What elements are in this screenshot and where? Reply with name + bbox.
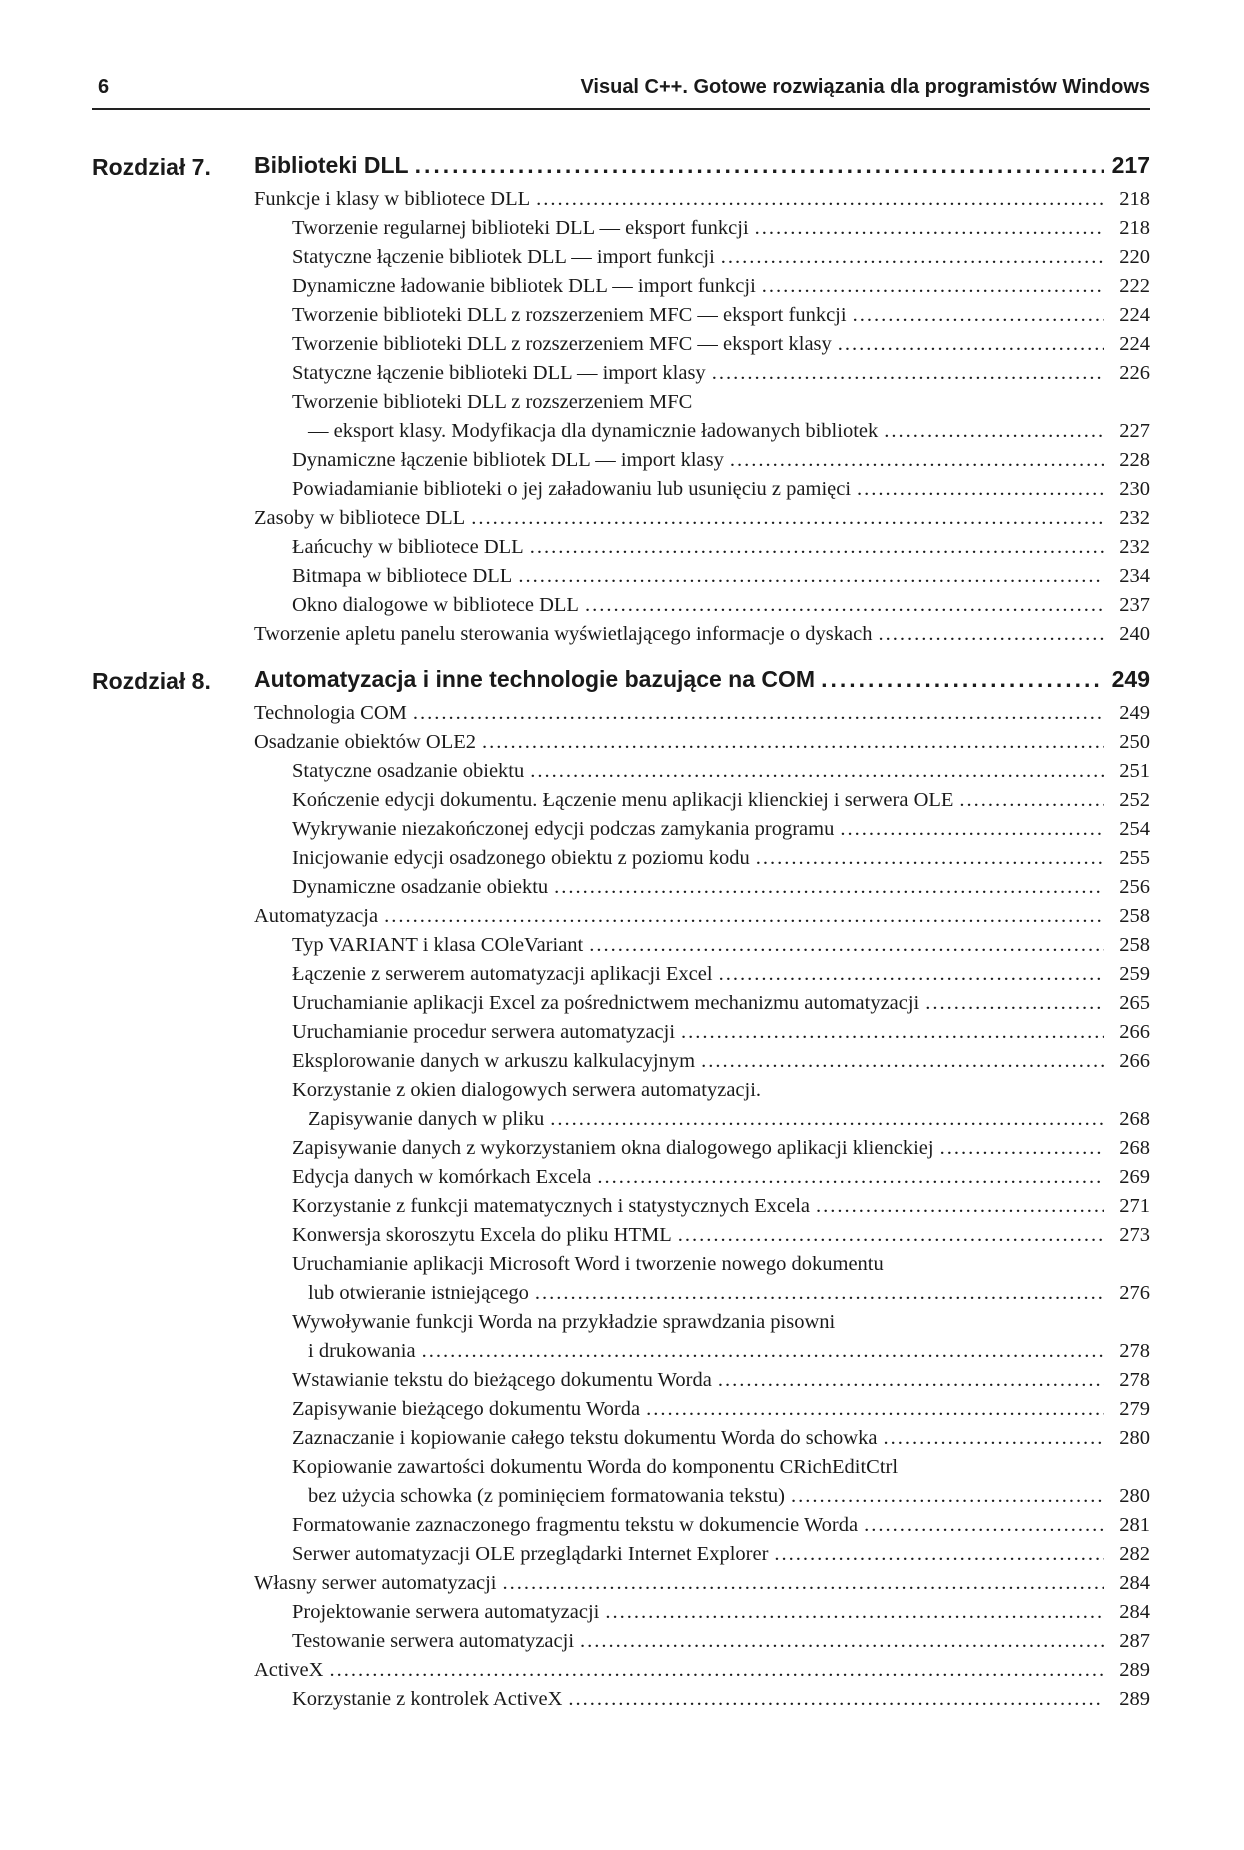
toc-subsection[interactable] [92, 1195, 1150, 1224]
entry-line [292, 1311, 1150, 1340]
entry-title: Zaznaczanie i kopiowanie całego tekstu dokumentu Worda do schowka [292, 1427, 878, 1449]
entry-page-number: 218 [1119, 217, 1150, 239]
entry-title: Bitmapa w bibliotece DLL [292, 565, 513, 587]
dot-leader [471, 507, 1104, 530]
toc-chapter [92, 666, 1150, 1717]
dot-leader [755, 217, 1104, 240]
toc-subsection[interactable] [92, 362, 1150, 391]
dot-leader [701, 1050, 1104, 1073]
toc-subsection[interactable] [92, 1630, 1150, 1659]
dot-leader [821, 666, 1104, 693]
toc-chapter [92, 152, 1150, 652]
toc-subsection[interactable] [92, 246, 1150, 275]
entry-title: Kończenie edycji dokumentu. Łączenie menu aplikacji klienckiej i serwera OLE [292, 789, 954, 811]
entry-title: Własny serwer automatyzacji [254, 1572, 497, 1594]
entry-page-number: 252 [1119, 789, 1150, 811]
dot-leader [530, 536, 1104, 559]
chapter-label: Rozdział 8. [92, 668, 211, 694]
entry-page-number: 224 [1119, 333, 1150, 355]
dot-leader [857, 478, 1104, 501]
toc-subsection[interactable] [92, 536, 1150, 565]
toc-section[interactable] [92, 188, 1150, 217]
dot-leader [415, 152, 1104, 179]
entry-page-number: 259 [1119, 963, 1150, 985]
toc-subsection[interactable] [92, 818, 1150, 847]
dot-leader [568, 1688, 1104, 1711]
entry-page-number: 258 [1119, 934, 1150, 956]
toc-section[interactable] [92, 507, 1150, 536]
entry-title: Zasoby w bibliotece DLL [254, 507, 466, 529]
dot-leader [959, 789, 1104, 812]
toc-subsection[interactable] [92, 391, 1150, 449]
toc-subsection[interactable] [92, 1543, 1150, 1572]
entry-title: Tworzenie apletu panelu sterowania wyświetlającego informacje o dyskach [254, 623, 873, 645]
dot-leader [413, 702, 1104, 725]
dot-leader [840, 818, 1104, 841]
toc-subsection[interactable] [92, 1456, 1150, 1514]
entry-page-number: 282 [1119, 1543, 1150, 1565]
entry-title: Uruchamianie aplikacji Microsoft Word i tworzenie nowego dokumentu [292, 1253, 884, 1275]
dot-leader [597, 1166, 1104, 1189]
toc-subsection[interactable] [92, 1253, 1150, 1311]
entry-page-number: 266 [1119, 1021, 1150, 1043]
entry-page-number: 265 [1119, 992, 1150, 1014]
entry-page-number: 254 [1119, 818, 1150, 840]
entry-title: Dynamiczne łączenie bibliotek DLL — import klasy [292, 449, 724, 471]
dot-leader [502, 1572, 1104, 1595]
entry-title: Łańcuchy w bibliotece DLL [292, 536, 524, 558]
dot-leader [718, 1369, 1104, 1392]
entry-page-number: 256 [1119, 876, 1150, 898]
dot-leader [838, 333, 1104, 356]
entry-page-number: 278 [1119, 1340, 1150, 1362]
entry-title: — eksport klasy. Modyfikacja dla dynamicznie ładowanych bibliotek [308, 420, 879, 442]
toc-subsection[interactable] [92, 1427, 1150, 1456]
entry-page-number: 222 [1119, 275, 1150, 297]
entry-page-number: 281 [1119, 1514, 1150, 1536]
entry-title: Tworzenie biblioteki DLL z rozszerzeniem MFC — eksport funkcji [292, 304, 847, 326]
entry-page-number: 224 [1119, 304, 1150, 326]
dot-leader [774, 1543, 1104, 1566]
toc-subsection[interactable] [92, 1166, 1150, 1195]
entry-title: bez użycia schowka (z pominięciem formatowania tekstu) [308, 1485, 786, 1507]
dot-leader [384, 905, 1104, 928]
entry-title: Testowanie serwera automatyzacji [292, 1630, 575, 1652]
entry-line [292, 391, 1150, 420]
page-header [92, 74, 1150, 110]
entry-title: Automatyzacja [254, 905, 379, 927]
entry-title: Uruchamianie procedur serwera automatyzacji [292, 1021, 676, 1043]
dot-leader [719, 963, 1104, 986]
entry-title: Okno dialogowe w bibliotece DLL [292, 594, 579, 616]
dot-leader [925, 992, 1104, 1015]
toc-section[interactable] [92, 1659, 1150, 1688]
toc-section[interactable] [92, 905, 1150, 934]
entry-page-number: 232 [1119, 536, 1150, 558]
entry-title: Uruchamianie aplikacji Excel za pośrednictwem mechanizmu automatyzacji [292, 992, 920, 1014]
entry-title: Korzystanie z funkcji matematycznych i statystycznych Excela [292, 1195, 810, 1217]
entry-line [292, 1079, 1150, 1108]
entry-page-number: 250 [1119, 731, 1150, 753]
toc-subsection[interactable] [92, 1137, 1150, 1166]
entry-page-number: 271 [1119, 1195, 1150, 1217]
entry-title: Osadzanie obiektów OLE2 [254, 731, 477, 753]
entry-page-number: 266 [1119, 1050, 1150, 1072]
entry-title: Projektowanie serwera automatyzacji [292, 1601, 600, 1623]
entry-page-number: 268 [1119, 1108, 1150, 1130]
entry-title: Konwersja skoroszytu Excela do pliku HTML [292, 1224, 672, 1246]
toc-section[interactable] [92, 731, 1150, 760]
dot-leader [762, 275, 1104, 298]
entry-page-number: 276 [1119, 1282, 1150, 1304]
entry-title: Zapisywanie bieżącego dokumentu Worda [292, 1398, 641, 1420]
dot-leader [883, 1427, 1104, 1450]
entry-title: Tworzenie biblioteki DLL z rozszerzeniem MFC [292, 391, 693, 413]
dot-leader [712, 362, 1104, 385]
entry-title: Powiadamianie biblioteki o jej załadowaniu lub usunięciu z pamięci [292, 478, 852, 500]
dot-leader [678, 1224, 1104, 1247]
entry-page-number: 234 [1119, 565, 1150, 587]
entry-title: i drukowania [308, 1340, 416, 1362]
dot-leader [816, 1195, 1104, 1218]
dot-leader [518, 565, 1104, 588]
entry-page-number: 287 [1119, 1630, 1150, 1652]
entry-page-number: 289 [1119, 1659, 1150, 1681]
entry-title: Dynamiczne ładowanie bibliotek DLL — import funkcji [292, 275, 756, 297]
toc-subsection[interactable] [92, 760, 1150, 789]
dot-leader [530, 760, 1104, 783]
page-number: 6 [98, 76, 110, 98]
entry-title: Wywoływanie funkcji Worda na przykładzie sprawdzania pisowni [292, 1311, 836, 1333]
toc-subsection[interactable] [92, 478, 1150, 507]
entry-page-number: 232 [1119, 507, 1150, 529]
entry-title: Eksplorowanie danych w arkuszu kalkulacyjnym [292, 1050, 696, 1072]
entry-title: lub otwieranie istniejącego [308, 1282, 529, 1304]
entry-line [292, 1253, 1150, 1282]
entry-line [292, 1108, 1150, 1137]
entry-page-number: 268 [1119, 1137, 1150, 1159]
dot-leader [681, 1021, 1104, 1044]
dot-leader [791, 1485, 1104, 1508]
toc-subsection[interactable] [92, 1050, 1150, 1079]
dot-leader [646, 1398, 1104, 1421]
toc-subsection[interactable] [92, 217, 1150, 246]
entry-title: Statyczne osadzanie obiektu [292, 760, 525, 782]
toc-subsection[interactable] [92, 847, 1150, 876]
chapter-title: Automatyzacja i inne technologie bazujące na COM [254, 666, 816, 692]
entry-title: Łączenie z serwerem automatyzacji aplikacji Excel [292, 963, 713, 985]
chapter-page-number: 217 [1111, 152, 1150, 178]
dot-leader [730, 449, 1104, 472]
dot-leader [589, 934, 1104, 957]
entry-title: ActiveX [254, 1659, 324, 1681]
toc-subsection[interactable] [92, 1398, 1150, 1427]
dot-leader [605, 1601, 1104, 1624]
toc-subsection[interactable] [92, 876, 1150, 905]
entry-title: Kopiowanie zawartości dokumentu Worda do komponentu CRichEditCtrl [292, 1456, 899, 1478]
toc-subsection[interactable] [92, 1688, 1150, 1717]
entry-page-number: 289 [1119, 1688, 1150, 1710]
entry-title: Serwer automatyzacji OLE przeglądarki Internet Explorer [292, 1543, 769, 1565]
entry-page-number: 226 [1119, 362, 1150, 384]
entry-title: Funkcje i klasy w bibliotece DLL [254, 188, 531, 210]
entry-page-number: 280 [1119, 1427, 1150, 1449]
table-of-contents [92, 152, 1150, 1717]
dot-leader [536, 188, 1104, 211]
entry-page-number: 278 [1119, 1369, 1150, 1391]
toc-subsection[interactable] [92, 789, 1150, 818]
entry-page-number: 258 [1119, 905, 1150, 927]
dot-leader [329, 1659, 1104, 1682]
chapter-page-number: 249 [1111, 666, 1150, 692]
dot-leader [853, 304, 1104, 327]
entry-title: Dynamiczne osadzanie obiektu [292, 876, 549, 898]
entry-page-number: 227 [1119, 420, 1150, 442]
entry-title: Wykrywanie niezakończonej edycji podczas zamykania programu [292, 818, 835, 840]
dot-leader [422, 1340, 1104, 1363]
entry-title: Korzystanie z kontrolek ActiveX [292, 1688, 563, 1710]
entry-title: Inicjowanie edycji osadzonego obiektu z poziomu kodu [292, 847, 750, 869]
entry-title: Technologia COM [254, 702, 407, 724]
entry-page-number: 279 [1119, 1398, 1150, 1420]
entry-title: Statyczne łączenie biblioteki DLL — import klasy [292, 362, 706, 384]
entry-page-number: 220 [1119, 246, 1150, 268]
toc-subsection[interactable] [92, 1369, 1150, 1398]
entry-title: Formatowanie zaznaczonego fragmentu tekstu w dokumencie Worda [292, 1514, 859, 1536]
toc-section[interactable] [92, 623, 1150, 652]
entry-title: Edycja danych w komórkach Excela [292, 1166, 592, 1188]
entry-title: Korzystanie z okien dialogowych serwera automatyzacji. [292, 1079, 762, 1101]
dot-leader [580, 1630, 1104, 1653]
entry-page-number: 228 [1119, 449, 1150, 471]
entry-page-number: 237 [1119, 594, 1150, 616]
toc-subsection[interactable] [92, 333, 1150, 362]
entry-page-number: 218 [1119, 188, 1150, 210]
entry-title: Zapisywanie danych w pliku [308, 1108, 545, 1130]
toc-subsection[interactable] [92, 934, 1150, 963]
entry-page-number: 251 [1119, 760, 1150, 782]
dot-leader [482, 731, 1104, 754]
entry-line [292, 1282, 1150, 1311]
dot-leader [940, 1137, 1104, 1160]
entry-page-number: 230 [1119, 478, 1150, 500]
toc-subsection[interactable] [92, 963, 1150, 992]
toc-subsection[interactable] [92, 594, 1150, 623]
entry-title: Tworzenie regularnej biblioteki DLL — eksport funkcji [292, 217, 749, 239]
entry-title: Wstawianie tekstu do bieżącego dokumentu Worda [292, 1369, 712, 1391]
toc-subsection[interactable] [92, 1224, 1150, 1253]
entry-line [292, 1340, 1150, 1369]
toc-subsection[interactable] [92, 1514, 1150, 1543]
toc-subsection[interactable] [92, 275, 1150, 304]
dot-leader [535, 1282, 1104, 1305]
toc-subsection[interactable] [92, 1021, 1150, 1050]
dot-leader [550, 1108, 1104, 1131]
entry-title: Statyczne łączenie bibliotek DLL — import funkcji [292, 246, 715, 268]
entry-page-number: 249 [1119, 702, 1150, 724]
entry-page-number: 255 [1119, 847, 1150, 869]
dot-leader [756, 847, 1104, 870]
chapter-spacer [92, 652, 1150, 666]
entry-title: Zapisywanie danych z wykorzystaniem okna dialogowego aplikacji klienckiej [292, 1137, 934, 1159]
toc-subsection[interactable] [92, 449, 1150, 478]
dot-leader [878, 623, 1104, 646]
toc-section[interactable] [92, 1572, 1150, 1601]
toc-subsection[interactable] [92, 1601, 1150, 1630]
entry-title: Typ VARIANT i klasa COleVariant [292, 934, 584, 956]
entry-page-number: 240 [1119, 623, 1150, 645]
dot-leader [884, 420, 1104, 443]
entry-page-number: 269 [1119, 1166, 1150, 1188]
entry-page-number: 273 [1119, 1224, 1150, 1246]
chapter-heading[interactable] [92, 152, 1150, 188]
toc-subsection[interactable] [92, 1311, 1150, 1369]
entry-title: Tworzenie biblioteki DLL z rozszerzeniem MFC — eksport klasy [292, 333, 832, 355]
entry-page-number: 280 [1119, 1485, 1150, 1507]
dot-leader [554, 876, 1104, 899]
entry-line [292, 1456, 1150, 1485]
chapter-label: Rozdział 7. [92, 154, 211, 180]
chapter-title: Biblioteki DLL [254, 152, 409, 178]
toc-subsection[interactable] [92, 565, 1150, 594]
book-title: Visual C++. Gotowe rozwiązania dla programistów Windows [580, 76, 1150, 98]
toc-section[interactable] [92, 702, 1150, 731]
toc-subsection[interactable] [92, 304, 1150, 333]
entry-page-number: 284 [1119, 1572, 1150, 1594]
dot-leader [721, 246, 1104, 269]
entry-line [292, 420, 1150, 449]
entry-line [292, 1485, 1150, 1514]
entry-page-number: 284 [1119, 1601, 1150, 1623]
toc-subsection[interactable] [92, 992, 1150, 1021]
dot-leader [585, 594, 1104, 617]
chapter-heading[interactable] [92, 666, 1150, 702]
dot-leader [864, 1514, 1104, 1537]
toc-subsection[interactable] [92, 1079, 1150, 1137]
